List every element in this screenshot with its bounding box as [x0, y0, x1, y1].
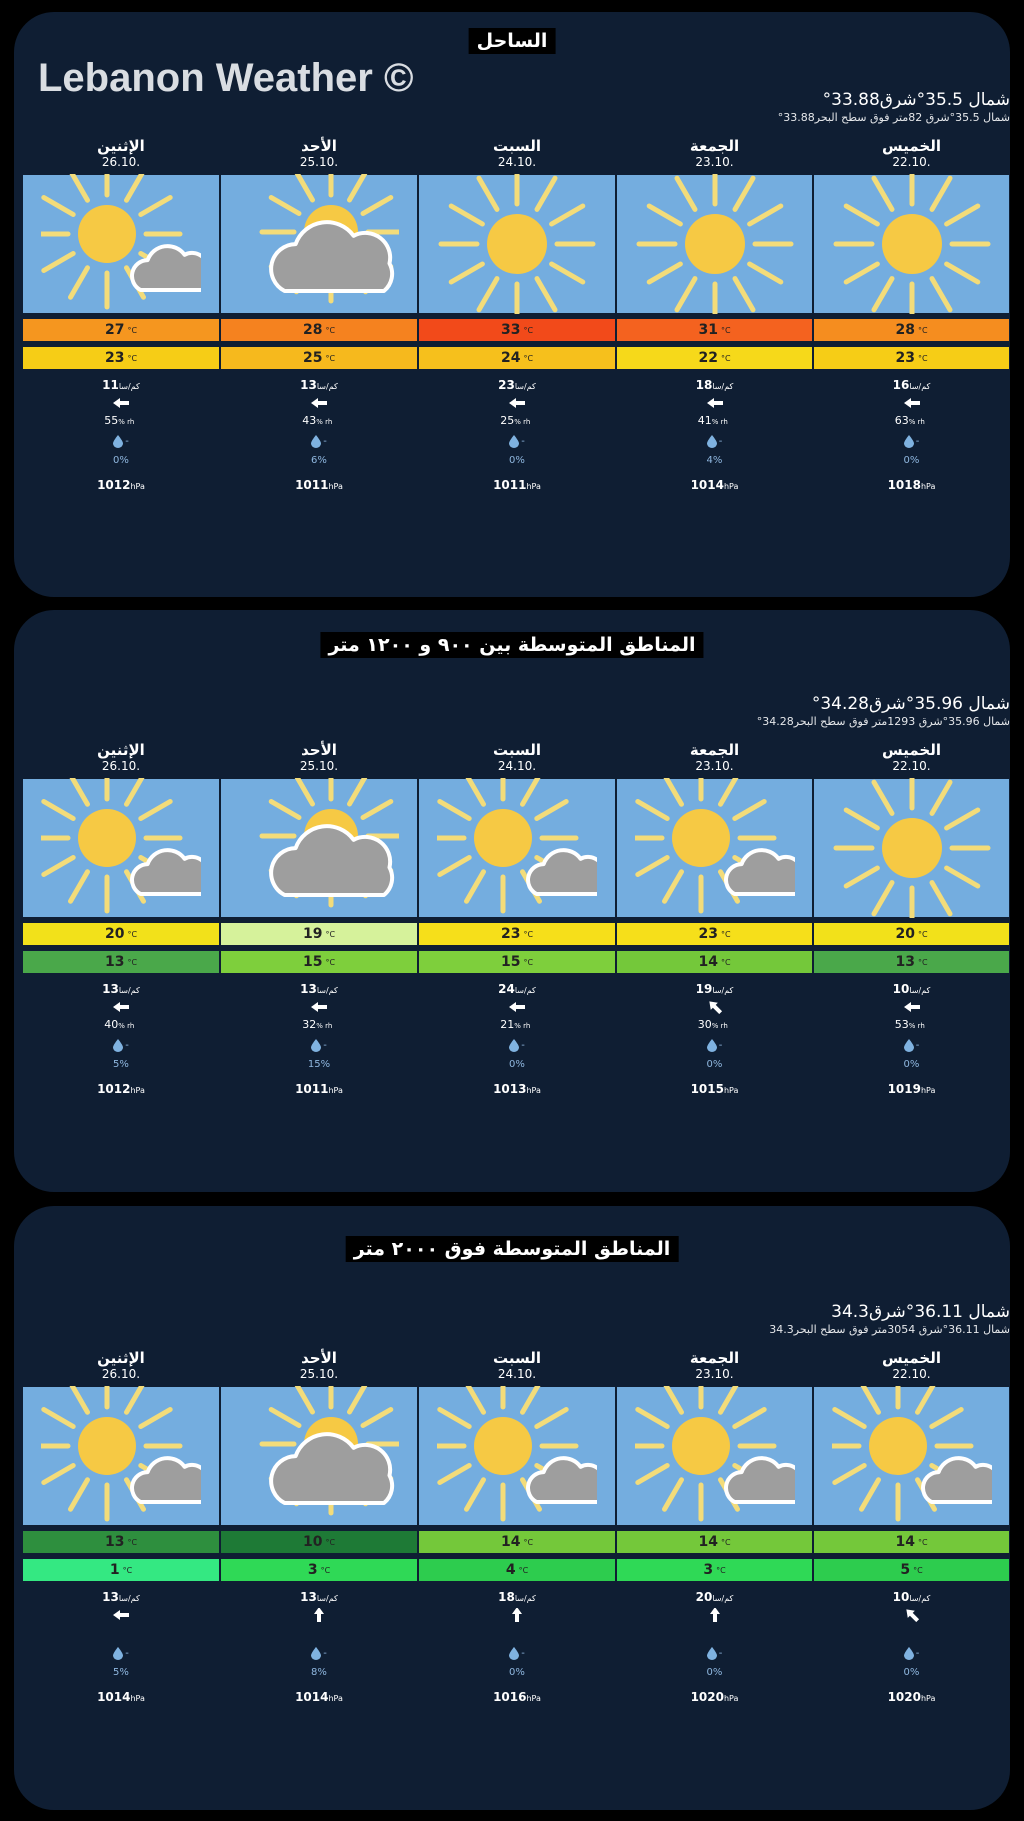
humidity: 21% rh [500, 1018, 531, 1031]
humidity: 40% rh [104, 1018, 135, 1031]
celsius-unit: °C [518, 1565, 529, 1575]
partly-cloudy-icon [418, 778, 616, 918]
low-temp [813, 1558, 1010, 1582]
day-name: الأحد [301, 137, 337, 155]
partly-cloudy-icon [616, 1386, 813, 1526]
high-temp-value: 19 [302, 926, 323, 942]
pressure: 1013hPa [493, 1082, 541, 1096]
celsius-unit: °C [325, 957, 336, 967]
day-name: الإثنين [97, 137, 145, 155]
high-temp-value: 20 [895, 926, 915, 942]
celsius-unit: °C [127, 957, 138, 967]
high-temp [418, 1530, 616, 1554]
wind-speed: 10كم/سا [892, 982, 931, 996]
high-temp-value: 20 [104, 926, 125, 942]
precipitation-chance: 0% [706, 1667, 723, 1678]
wind-direction-arrow-icon [112, 1000, 130, 1014]
day-name: الأحد [301, 1349, 337, 1367]
day-column [22, 742, 220, 1096]
humidity [616, 1626, 813, 1639]
pressure: 1019hPa [887, 1082, 936, 1096]
high-temp [220, 1530, 418, 1554]
day-name: السبت [492, 741, 542, 759]
low-temp [813, 950, 1010, 974]
day-date: 24.10. [497, 1367, 537, 1381]
coordinates [757, 694, 1010, 728]
pressure: 1020hPa [887, 1690, 936, 1704]
high-temp-value: 14 [500, 1534, 521, 1550]
high-temp-value: 10 [302, 1534, 323, 1550]
day-date: 25.10. [299, 1367, 339, 1381]
day-date: 23.10. [695, 1367, 734, 1381]
precipitation-chance: 0% [509, 1667, 525, 1678]
celsius-unit: °C [325, 1537, 336, 1547]
rain-drop-icon: - [418, 1037, 616, 1053]
rain-drop-icon: - [220, 433, 418, 449]
day-header [616, 742, 813, 778]
low-temp-value: 3 [307, 1562, 318, 1578]
low-temp [220, 1558, 418, 1582]
partly-cloudy-icon [22, 778, 220, 918]
rain-drop-icon: - [418, 433, 616, 449]
high-temp [813, 922, 1010, 946]
mostly-cloudy-icon [220, 778, 418, 918]
pressure: 1011hPa [493, 478, 541, 492]
celsius-unit: °C [720, 929, 731, 939]
low-temp-value: 25 [302, 350, 323, 366]
humidity [813, 1626, 1010, 1639]
high-temp [22, 922, 220, 946]
high-temp-value: 23 [500, 926, 521, 942]
forecast-grid [14, 138, 1010, 492]
precipitation-chance: 8% [311, 1667, 327, 1678]
day-date: 22.10. [892, 155, 931, 169]
high-temp-value: 28 [895, 322, 915, 338]
high-temp-value: 28 [302, 322, 323, 338]
sunny-icon [616, 174, 813, 314]
coordinates-elevation: °34.28شمال 35.96°شرق 1293متر فوق سطح البحر [756, 715, 1010, 728]
rain-drop-icon: - [813, 1037, 1010, 1053]
low-temp-value: 13 [104, 954, 125, 970]
humidity: 41% rh [697, 414, 728, 427]
pressure: 1014hPa [295, 1690, 343, 1704]
rain-drop-icon: - [418, 1645, 616, 1661]
wind-direction-arrow-icon [508, 396, 526, 410]
wind-speed: 18كم/سا [498, 1590, 536, 1604]
rain-drop-icon: - [813, 433, 1010, 449]
celsius-unit: °C [720, 353, 731, 363]
day-name: الجمعة [689, 137, 740, 155]
high-temp [813, 1530, 1010, 1554]
low-temp [616, 1558, 813, 1582]
partly-cloudy-icon [418, 1386, 616, 1526]
precipitation-chance: 0% [706, 1059, 723, 1070]
celsius-unit: °C [913, 1565, 923, 1575]
low-temp [813, 346, 1010, 370]
day-header [813, 742, 1010, 778]
celsius-unit: °C [523, 957, 534, 967]
wind-speed: 24كم/سا [498, 982, 536, 996]
day-column [22, 138, 220, 492]
wind-direction-arrow-icon [310, 1608, 328, 1622]
day-date: 26.10. [101, 155, 141, 169]
day-column [220, 742, 418, 1096]
precipitation-chance: 6% [311, 455, 327, 466]
partly-cloudy-icon [22, 1386, 220, 1526]
day-header [418, 138, 616, 174]
wind-speed: 13كم/سا [102, 982, 140, 996]
celsius-unit: °C [720, 957, 731, 967]
low-temp [616, 346, 813, 370]
low-temp-value: 23 [104, 350, 125, 366]
day-name: الجمعة [689, 741, 740, 759]
day-date: 23.10. [695, 155, 734, 169]
low-temp-value: 13 [895, 954, 915, 970]
low-temp-value: 23 [895, 350, 915, 366]
day-date: 25.10. [299, 759, 339, 773]
high-temp [418, 318, 616, 342]
high-temp-value: 14 [698, 1534, 718, 1550]
high-temp-value: 14 [895, 1534, 915, 1550]
day-name: الإثنين [97, 1349, 145, 1367]
celsius-unit: °C [917, 929, 928, 939]
wind-speed: 13كم/سا [300, 1590, 338, 1604]
day-date: 24.10. [497, 155, 537, 169]
forecast-grid [14, 742, 1010, 1096]
pressure: 1014hPa [97, 1690, 145, 1704]
forecast-grid [14, 1350, 1010, 1704]
low-temp [22, 1558, 220, 1582]
humidity: 43% rh [302, 414, 333, 427]
day-header [22, 1350, 220, 1386]
day-column [616, 138, 813, 492]
partly-cloudy-icon [616, 778, 813, 918]
celsius-unit: °C [917, 1537, 928, 1547]
precipitation-chance: 0% [113, 455, 129, 466]
precipitation-chance: 4% [706, 455, 723, 466]
pressure: 1012hPa [97, 478, 145, 492]
rain-drop-icon: - [616, 1037, 813, 1053]
day-column [418, 742, 616, 1096]
low-temp [22, 950, 220, 974]
pressure: 1015hPa [690, 1082, 739, 1096]
sunny-icon [813, 778, 1010, 918]
wind-speed: 13كم/سا [102, 1590, 140, 1604]
low-temp-value: 5 [900, 1562, 911, 1578]
wind-direction-arrow-icon [706, 1000, 724, 1014]
day-date: 22.10. [892, 1367, 931, 1381]
high-temp [616, 1530, 813, 1554]
day-column [813, 742, 1010, 1096]
high-temp [813, 318, 1010, 342]
wind-direction-arrow-icon [706, 396, 724, 410]
wind-direction-arrow-icon [903, 396, 921, 410]
celsius-unit: °C [716, 1565, 726, 1575]
celsius-unit: °C [523, 325, 534, 335]
day-column [418, 138, 616, 492]
pressure: 1018hPa [887, 478, 936, 492]
day-name: الخميس [882, 137, 941, 155]
day-date: 26.10. [101, 759, 141, 773]
wind-direction-arrow-icon [112, 396, 130, 410]
pressure: 1012hPa [97, 1082, 145, 1096]
day-header [220, 742, 418, 778]
day-name: الخميس [882, 741, 941, 759]
pressure: 1011hPa [295, 478, 343, 492]
day-name: الجمعة [689, 1349, 740, 1367]
partly-cloudy-icon [22, 174, 220, 314]
day-date: 22.10. [892, 759, 931, 773]
precipitation-chance: 5% [113, 1059, 129, 1070]
humidity: 25% rh [500, 414, 531, 427]
wind-direction-arrow-icon [310, 396, 328, 410]
celsius-unit: °C [325, 353, 336, 363]
high-temp [220, 922, 418, 946]
wind-speed: 10كم/سا [892, 1590, 931, 1604]
humidity [418, 1626, 616, 1639]
wind-speed: 16كم/سا [892, 378, 931, 392]
celsius-unit: °C [127, 1537, 138, 1547]
sunny-icon [418, 174, 616, 314]
precipitation-chance: 0% [903, 1059, 920, 1070]
wind-speed: 20كم/سا [695, 1590, 734, 1604]
coordinates-main: °34.28شمال 35.96°شرق [811, 694, 1010, 714]
celsius-unit: °C [122, 1565, 133, 1575]
wind-speed: 13كم/سا [300, 378, 338, 392]
coordinates-main: 34.3شمال 36.11°شرق [831, 1302, 1010, 1322]
high-temp-value: 13 [104, 1534, 125, 1550]
sunny-icon [813, 174, 1010, 314]
rain-drop-icon: - [22, 433, 220, 449]
rain-drop-icon: - [616, 1645, 813, 1661]
high-temp [220, 318, 418, 342]
wind-direction-arrow-icon [310, 1000, 328, 1014]
precipitation-chance: 0% [903, 1667, 920, 1678]
wind-direction-arrow-icon [903, 1000, 921, 1014]
low-temp [220, 950, 418, 974]
wind-speed: 19كم/سا [695, 982, 734, 996]
day-header [418, 742, 616, 778]
day-date: 23.10. [695, 759, 734, 773]
low-temp-value: 15 [500, 954, 521, 970]
precipitation-chance: 0% [509, 455, 525, 466]
celsius-unit: °C [917, 353, 928, 363]
low-temp-value: 24 [500, 350, 521, 366]
celsius-unit: °C [917, 325, 928, 335]
day-header [22, 138, 220, 174]
high-temp-value: 27 [104, 322, 125, 338]
precipitation-chance: 15% [307, 1059, 331, 1070]
day-header [616, 138, 813, 174]
coordinates [769, 1302, 1010, 1336]
humidity: 53% rh [894, 1018, 925, 1031]
wind-speed: 18كم/سا [695, 378, 734, 392]
celsius-unit: °C [127, 929, 138, 939]
low-temp [22, 346, 220, 370]
celsius-unit: °C [325, 929, 336, 939]
day-column [220, 1350, 418, 1704]
wind-direction-arrow-icon [508, 1608, 526, 1622]
humidity: 55% rh [104, 414, 135, 427]
day-column [616, 1350, 813, 1704]
mostly-cloudy-icon [220, 1386, 418, 1526]
high-temp-value: 33 [500, 322, 521, 338]
panel-high-altitude [14, 1206, 1010, 1810]
low-temp-value: 4 [505, 1562, 516, 1578]
day-column [22, 1350, 220, 1704]
wind-speed: 11كم/سا [102, 378, 140, 392]
day-header [220, 138, 418, 174]
high-temp [616, 922, 813, 946]
humidity [22, 1626, 220, 1639]
day-header [22, 742, 220, 778]
rain-drop-icon: - [220, 1037, 418, 1053]
wind-speed: 23كم/سا [498, 378, 536, 392]
region-title: الساحل [469, 28, 556, 54]
day-date: 24.10. [497, 759, 537, 773]
day-name: السبت [492, 137, 542, 155]
coordinates-elevation: °33.88شمال 35.5°شرق 82متر فوق سطح البحر [777, 111, 1010, 124]
day-header [813, 138, 1010, 174]
celsius-unit: °C [127, 353, 138, 363]
celsius-unit: °C [917, 957, 928, 967]
pressure: 1014hPa [690, 478, 739, 492]
humidity [220, 1626, 418, 1639]
precipitation-chance: 0% [509, 1059, 525, 1070]
panel-mid-altitude [14, 610, 1010, 1192]
humidity: 30% rh [697, 1018, 728, 1031]
celsius-unit: °C [127, 325, 138, 335]
celsius-unit: °C [720, 1537, 731, 1547]
day-name: الإثنين [97, 741, 145, 759]
celsius-unit: °C [523, 1537, 534, 1547]
panel-coast [14, 12, 1010, 597]
rain-drop-icon: - [616, 433, 813, 449]
day-column [220, 138, 418, 492]
day-name: السبت [492, 1349, 542, 1367]
pressure: 1011hPa [295, 1082, 343, 1096]
precipitation-chance: 0% [903, 455, 920, 466]
day-name: الخميس [882, 1349, 941, 1367]
day-date: 25.10. [299, 155, 339, 169]
low-temp-value: 1 [109, 1562, 120, 1578]
precipitation-chance: 5% [113, 1667, 129, 1678]
wind-speed: 13كم/سا [300, 982, 338, 996]
low-temp-value: 14 [698, 954, 718, 970]
pressure: 1016hPa [493, 1690, 541, 1704]
high-temp-value: 31 [698, 322, 718, 338]
high-temp [22, 318, 220, 342]
day-column [616, 742, 813, 1096]
coordinates-elevation: 34.3شمال 36.11°شرق 3054متر فوق سطح البحر [769, 1323, 1010, 1336]
high-temp [22, 1530, 220, 1554]
low-temp-value: 22 [698, 350, 718, 366]
wind-direction-arrow-icon [508, 1000, 526, 1014]
day-header [813, 1350, 1010, 1386]
rain-drop-icon: - [813, 1645, 1010, 1661]
mostly-cloudy-icon [220, 174, 418, 314]
low-temp-value: 15 [302, 954, 323, 970]
rain-drop-icon: - [220, 1645, 418, 1661]
partly-cloudy-icon [813, 1386, 1010, 1526]
celsius-unit: °C [325, 325, 336, 335]
celsius-unit: °C [320, 1565, 331, 1575]
low-temp-value: 3 [703, 1562, 714, 1578]
day-column [813, 138, 1010, 492]
day-column [813, 1350, 1010, 1704]
humidity: 32% rh [302, 1018, 333, 1031]
day-header [220, 1350, 418, 1386]
low-temp [418, 1558, 616, 1582]
low-temp [418, 346, 616, 370]
high-temp [418, 922, 616, 946]
brand-logo-text: Lebanon Weather © [38, 56, 414, 100]
day-name: الأحد [301, 741, 337, 759]
day-date: 26.10. [101, 1367, 141, 1381]
rain-drop-icon: - [22, 1037, 220, 1053]
celsius-unit: °C [523, 929, 534, 939]
celsius-unit: °C [523, 353, 534, 363]
wind-direction-arrow-icon [112, 1608, 130, 1622]
high-temp-value: 23 [698, 926, 718, 942]
rain-drop-icon: - [22, 1645, 220, 1661]
low-temp [616, 950, 813, 974]
day-header [616, 1350, 813, 1386]
humidity: 63% rh [894, 414, 925, 427]
wind-direction-arrow-icon [706, 1608, 724, 1622]
high-temp [616, 318, 813, 342]
region-title: المناطق المتوسطة فوق ٢٠٠٠ متر [346, 1236, 679, 1262]
wind-direction-arrow-icon [903, 1608, 921, 1622]
coordinates [778, 90, 1010, 124]
coordinates-main: °33.88شمال 35.5°شرق [822, 90, 1010, 110]
celsius-unit: °C [720, 325, 731, 335]
day-header [418, 1350, 616, 1386]
pressure: 1020hPa [690, 1690, 739, 1704]
low-temp [220, 346, 418, 370]
region-title: المناطق المتوسطة بين ٩٠٠ و ١٢٠٠ متر [320, 632, 703, 658]
day-column [418, 1350, 616, 1704]
low-temp [418, 950, 616, 974]
